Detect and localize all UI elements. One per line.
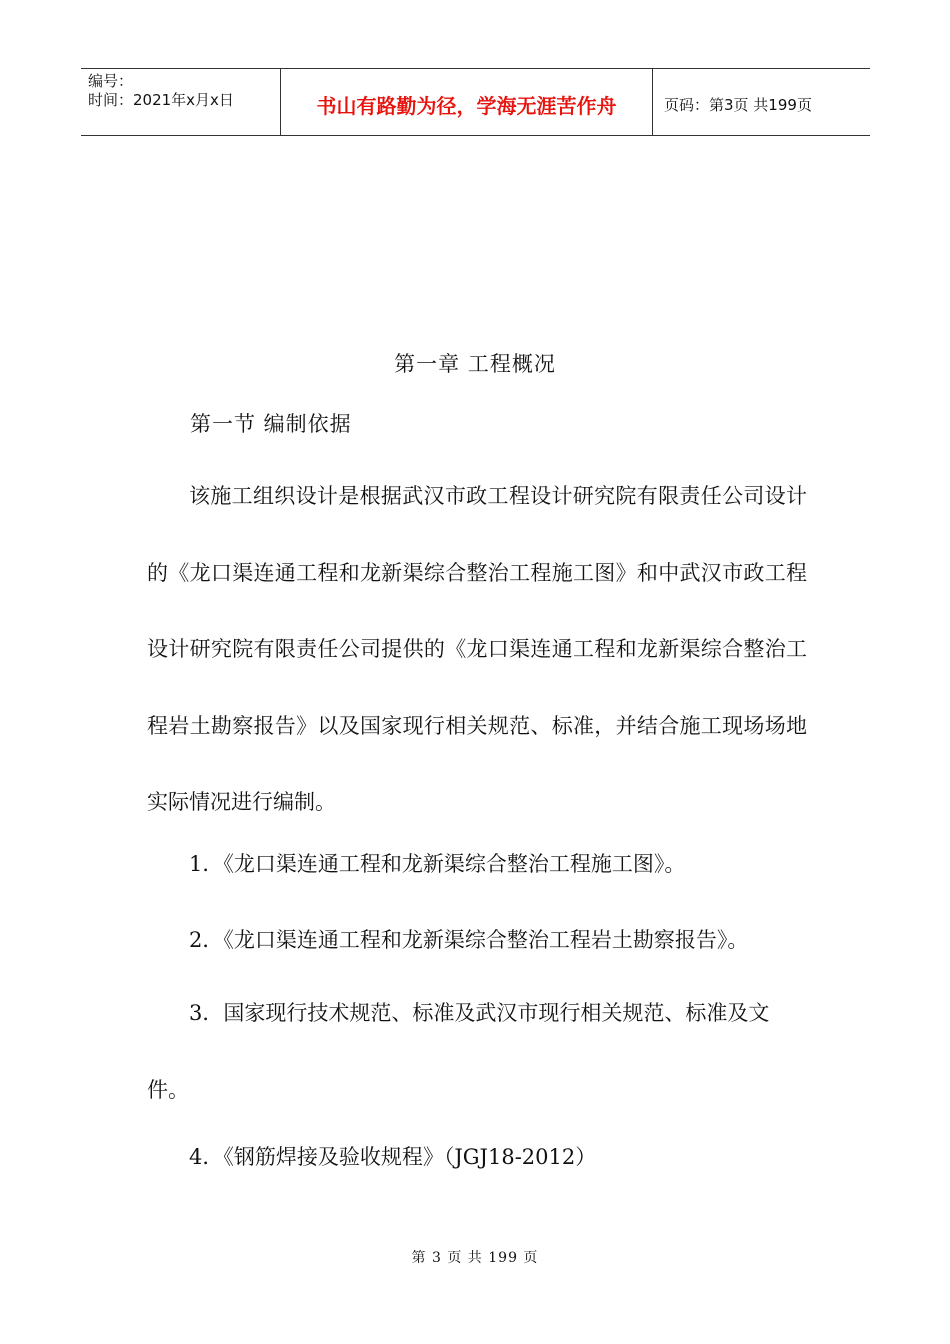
page-header: [81, 68, 870, 136]
basis-item-1: 1．《龙口渠连通工程和龙新渠综合整治工程施工图》。: [189, 852, 686, 876]
header-motto: 书山有路勤为径，学海无涯苦作舟: [281, 69, 653, 135]
basis-item-3: 3．国家现行技术规范、标准及武汉市现行相关规范、标准及文件。: [147, 1001, 770, 1102]
basis-item-4: 4．《钢筋焊接及验收规程》（JGJ18-2012）: [189, 1145, 597, 1169]
main-paragraph: 该施工组织设计是根据武汉市政工程设计研究院有限责任公司设计的《龙口渠连通工程和龙新渠综合整治工程施工图》和中武汉市政工程设计研究院有限责任公司提供的《龙口渠连通工程和龙新渠综合整治工程岩土勘察报告》以及国家现行相关规范、标准，并结合施工现场场地实际情况进行编制。: [147, 484, 807, 814]
page-footer: 第 3 页 共 199 页: [411, 1250, 539, 1266]
chapter-title: 第一章 工程概况: [394, 352, 556, 376]
header-meta: [81, 69, 281, 135]
basis-item-2: 2．《龙口渠连通工程和龙新渠综合整治工程岩土勘察报告》。: [189, 928, 749, 952]
document-number-label: 编号：: [88, 72, 134, 90]
document-time-label: 时间：2021年x月x日: [88, 91, 234, 109]
header-page-code: 页码：第3页 共199页: [664, 95, 812, 114]
section-title: 第一节 编制依据: [190, 412, 352, 436]
